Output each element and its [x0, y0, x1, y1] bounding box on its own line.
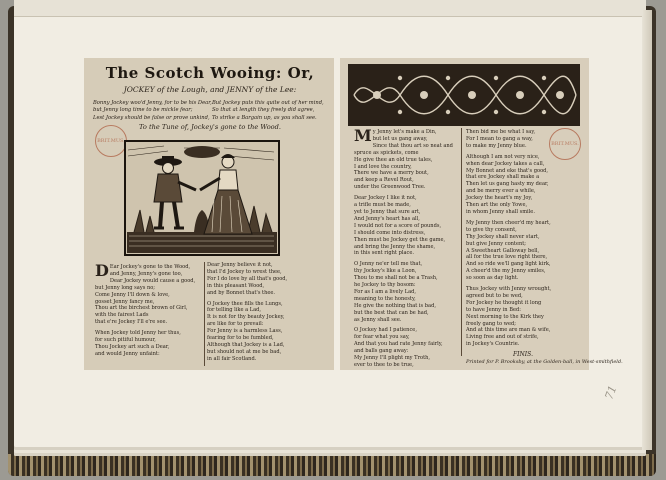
floral-ornament-border: [348, 64, 580, 126]
verse-stanza: Although I am not very nice, when dear Jockey takes a call, My Bonnet and eke that's good, that ere Jockey shall make a Then let us gang hasty my dear, and be merry ever a while, Jockey the heart's my Joy, Then art the only Yowe, in whom Jenny shall smile.: [466, 153, 549, 215]
page-top-edge: [14, 0, 646, 17]
verse-stanza: When Jockey told Jenny her thus, for such pitiful humour, Thou Jockey art such a Dear, and would Jenny unfaint:: [95, 330, 181, 357]
verse-stanza: O Jockey thee fills the Lungs, for telling like a Lad, It is not for thy beauty Jockey, are like for to prevail: For Jenny is a harmless Lass, fearing for to be fumbled, Although that Jockey is a Lad, but should not at me be bad, in all fair Scotland.: [207, 300, 285, 362]
tune-line: To the Tune of, Jockey's gone to the Wood.: [139, 123, 281, 131]
argument-line: But Jockey puts this quite out of her mind,: [212, 100, 324, 106]
verse-stanza: Dear Jenny believe it not, that I'd Jockey to wrest thee, For I do love by all that's good, in this pleasant Wood, and by Bonnet that's thee.: [207, 262, 288, 296]
column-rule: [204, 262, 205, 366]
drop-capital: D: [95, 261, 109, 280]
argument-line: To strike a Bargain up, as you shall see.: [212, 114, 317, 121]
verse-stanza: O Jenny ne'er tell me that, thy Jockey's like a Loon, Thou to me shall not be a Trash, he Jockey to thy bosom: For as I am a lively Lad, meaning to the honesty, He give the nothing that is bad, but the best that can be had, as Jenny shall see.: [354, 261, 438, 323]
argument-line: Lest Jockey should be false or prove unkind,: [93, 114, 210, 121]
argument-left: [93, 100, 212, 122]
pencil-folio-note: 71: [602, 383, 620, 402]
verse-stanza: O Jockey had I patience, for fear what you say, And that you had rate Jenny fairly, and balls gang away: My Jenny I'll plight my Troth, ever to thee to be true,: [354, 327, 443, 368]
page-fore-edge: [642, 10, 652, 450]
finis-mark: FINIS.: [513, 351, 533, 359]
library-stamp-right: BRIT.MUS.: [549, 128, 581, 160]
verse-stanza: D Ear Jockey's gone to the Wood, and Jenny, Jenny's gone too, Dear Jockey would cause a good, but Jenny long says no; Come Jenny I'll down & love, gosset Jenny fancy me, Thou art the birchest brown of Girl, with the fairest Lads that e're Jockey I'll e're see.: [95, 261, 196, 326]
ballad-title: The Scotch Wooing: Or,: [105, 64, 315, 82]
library-stamp-left: BRIT.MUS.: [95, 125, 127, 157]
verse-stanza: M y Jenny let's make a Din, but let us gang away, Since that thou art so neat and spruce as spickets, come He give thee an old true tales, I and love the country, There we have a merry bout, and keep a Revel Rout, under the Greenwood Tree.: [354, 126, 453, 191]
verse-column-2: [207, 262, 319, 367]
argument-right: [212, 100, 328, 122]
argument-line: but Jenny long time to be mickle fear;: [93, 107, 193, 114]
verse-stanza: Then bid me be what I say, For I mean to gang a way, to make my Jenny blue.: [466, 129, 536, 149]
woodcut-illustration: [124, 140, 280, 256]
verse-column-1: [95, 261, 203, 362]
verse-stanza: My Jenny then cheer'd my heart, to give thy consent, Thy Jockey shall never start, but give Jenny content; A Sweetheart Galloway bell, all for the true love right there, And so ride we'll gang light kirk, A cheer'd the my Jenny smiles, so soon as day light.: [466, 219, 551, 282]
printer-imprint: Printed for P. Brooksby, at the Golden-ball, in West-smithfield.: [466, 359, 623, 366]
verse-stanza: Thus Jockey with Jenny wrought, agreed but to be wed, For Jockey he thought it long to have Jenny in Bed: Next morning to the Kirk they freely gang to wed; And at this time are man & wife, Living free and out of strife, in Jockey's Countrie.: [466, 286, 552, 348]
argument-line: Bonny Jockey woo'd Jenny, for to be his Dear,: [93, 100, 212, 106]
verse-stanza: Dear Jockey I like it not, a trifle must be made, yet to Jenny that sure art, And Jenny's heart has all, I would not for a score of pounds, I should come into distress, Then must be Jockey get the game, and bring the Jenny the shame, in this sent right place.: [354, 195, 446, 257]
argument-line: So that at length they freely did agree,: [212, 107, 315, 114]
verse-column-4: [466, 129, 623, 366]
drop-capital: M: [354, 126, 372, 145]
ballad-subtitle: JOCKEY of the Lough, and JENNY of the Lee:: [123, 85, 297, 94]
column-rule: [461, 128, 462, 356]
verse-column-3: [354, 126, 458, 373]
